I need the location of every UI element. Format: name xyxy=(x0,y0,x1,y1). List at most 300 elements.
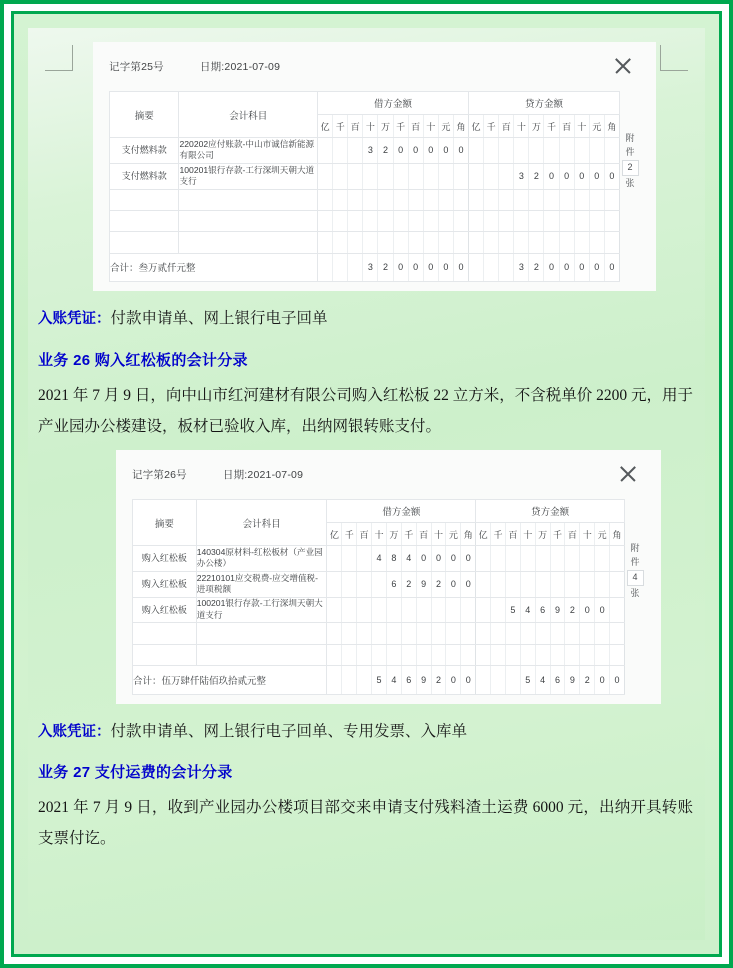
digit-place-debit-十: 十 xyxy=(423,115,438,138)
table-row-blank xyxy=(133,644,625,665)
cell-blank-digit xyxy=(565,623,580,644)
digit-place-credit-角: 角 xyxy=(610,523,625,546)
cell-credit-digit xyxy=(499,163,514,189)
cell-blank-digit xyxy=(363,210,378,231)
cell-total-credit-digit: 0 xyxy=(559,253,574,282)
digit-place-credit-角: 角 xyxy=(604,115,619,138)
digit-place-credit-万: 万 xyxy=(529,115,544,138)
cell-credit-digit xyxy=(476,597,491,623)
cell-debit-digit: 0 xyxy=(461,546,476,572)
cell-debit-digit: 4 xyxy=(401,546,416,572)
cell-blank-digit xyxy=(393,189,408,210)
cell-total-credit-digit: 5 xyxy=(520,665,535,694)
cell-summary xyxy=(110,210,179,231)
digit-place-debit-百: 百 xyxy=(416,523,431,546)
entry-voucher-line-1 xyxy=(28,307,705,331)
attachment-column xyxy=(620,91,640,273)
cell-total-debit-digit: 0 xyxy=(453,253,468,282)
cell-blank-digit xyxy=(514,232,529,253)
table-row-blank xyxy=(133,623,625,644)
cell-credit-digit: 0 xyxy=(580,597,595,623)
cell-blank-digit xyxy=(544,232,559,253)
cell-total-credit-digit: 0 xyxy=(574,253,589,282)
cell-credit-digit xyxy=(520,571,535,597)
cell-debit-digit xyxy=(333,138,348,164)
column-header-debit: 借方金额 xyxy=(327,500,476,523)
voucher-table xyxy=(132,499,625,695)
cell-credit-digit: 0 xyxy=(544,163,559,189)
cell-blank-digit xyxy=(476,623,491,644)
table-row xyxy=(110,163,620,189)
cell-debit-digit xyxy=(461,597,476,623)
cell-credit-digit xyxy=(535,546,550,572)
cell-debit-digit: 9 xyxy=(416,571,431,597)
cell-credit-digit xyxy=(574,138,589,164)
digit-place-debit-角: 角 xyxy=(461,523,476,546)
cell-blank-digit xyxy=(491,644,506,665)
cell-debit-digit: 0 xyxy=(416,546,431,572)
cell-blank-digit xyxy=(595,644,610,665)
entry-voucher-key: 入账凭证： xyxy=(38,723,111,740)
cell-total-debit-digit: 0 xyxy=(423,253,438,282)
voucher-table-body xyxy=(133,546,625,695)
voucher-table-head xyxy=(133,500,625,546)
voucher-header xyxy=(116,450,661,493)
cell-summary: 购入红松板 xyxy=(133,546,197,572)
cell-blank-digit xyxy=(423,232,438,253)
cell-blank-digit xyxy=(565,644,580,665)
cell-total-debit-digit: 0 xyxy=(408,253,423,282)
cell-blank-digit xyxy=(333,232,348,253)
cell-blank-digit xyxy=(408,189,423,210)
cell-blank-digit xyxy=(438,210,453,231)
cell-blank-digit xyxy=(544,189,559,210)
cell-blank-digit xyxy=(342,644,357,665)
cell-blank-digit xyxy=(423,189,438,210)
cell-total-credit-digit: 6 xyxy=(550,665,565,694)
cell-debit-digit: 2 xyxy=(401,571,416,597)
cell-credit-digit: 0 xyxy=(559,163,574,189)
cell-credit-digit xyxy=(505,571,520,597)
cell-credit-digit xyxy=(469,138,484,164)
cell-debit-digit: 0 xyxy=(423,138,438,164)
attachment-label-1: 附 xyxy=(630,543,640,554)
table-row-blank xyxy=(110,189,620,210)
cell-blank-digit xyxy=(348,189,363,210)
cell-blank-digit xyxy=(461,623,476,644)
cell-summary: 支付燃料款 xyxy=(110,163,179,189)
cell-debit-digit: 0 xyxy=(453,138,468,164)
cell-debit-digit xyxy=(333,163,348,189)
cell-debit-digit: 0 xyxy=(461,571,476,597)
cell-debit-digit xyxy=(342,571,357,597)
cell-total-debit-digit: 0 xyxy=(461,665,476,694)
entry-voucher-value: 付款申请单、网上银行电子回单 xyxy=(110,310,328,328)
cell-credit-digit xyxy=(595,546,610,572)
cell-blank-digit xyxy=(357,623,372,644)
cell-debit-digit xyxy=(342,546,357,572)
cell-debit-digit xyxy=(357,571,372,597)
cell-debit-digit: 0 xyxy=(446,546,461,572)
cell-debit-digit xyxy=(386,597,401,623)
cell-blank-digit xyxy=(431,623,446,644)
cell-blank-digit xyxy=(393,210,408,231)
cell-credit-digit xyxy=(544,138,559,164)
digit-place-credit-千: 千 xyxy=(491,523,506,546)
cell-debit-digit xyxy=(348,163,363,189)
cell-blank-digit xyxy=(514,189,529,210)
cell-blank-digit xyxy=(438,189,453,210)
cell-credit-digit xyxy=(535,571,550,597)
column-header-credit: 贷方金额 xyxy=(469,92,620,115)
cell-blank-digit xyxy=(408,232,423,253)
voucher-table-wrap xyxy=(93,85,656,291)
digit-place-credit-元: 元 xyxy=(589,115,604,138)
close-icon[interactable] xyxy=(612,55,634,77)
cell-total-debit-digit: 6 xyxy=(401,665,416,694)
cell-credit-digit: 0 xyxy=(589,163,604,189)
voucher-number: 记字第26号 xyxy=(132,468,187,481)
cell-credit-digit xyxy=(476,571,491,597)
cell-total-credit-digit: 0 xyxy=(544,253,559,282)
digit-place-credit-千: 千 xyxy=(484,115,499,138)
cell-blank-digit xyxy=(416,644,431,665)
cell-account: 140304原材料-红松板材（产业园办公楼） xyxy=(196,546,327,572)
cell-blank-digit xyxy=(363,189,378,210)
cell-blank-digit xyxy=(535,623,550,644)
cell-total-debit-digit: 0 xyxy=(446,665,461,694)
cell-blank-digit xyxy=(378,189,393,210)
cell-debit-digit xyxy=(327,546,342,572)
cell-account: 22210101应交税费-应交增值税-进项税额 xyxy=(196,571,327,597)
voucher-number: 记字第25号 xyxy=(109,60,164,73)
cell-blank-digit xyxy=(529,189,544,210)
cell-blank-digit xyxy=(595,623,610,644)
cell-credit-digit: 0 xyxy=(604,163,619,189)
cell-blank-digit xyxy=(604,232,619,253)
cell-blank-digit xyxy=(401,623,416,644)
cell-total-credit-digit xyxy=(491,665,506,694)
cell-blank-digit xyxy=(363,232,378,253)
section-paragraph-27: 2021 年 7 月 9 日，收到产业园办公楼项目部交来申请支付残料渣土运费 6000 元，出纳开具转账支票付讫。 xyxy=(38,799,693,848)
cell-blank-digit xyxy=(535,644,550,665)
cell-summary xyxy=(133,623,197,644)
cell-credit-digit xyxy=(505,546,520,572)
cell-total-debit-digit: 9 xyxy=(416,665,431,694)
cell-blank-digit xyxy=(453,210,468,231)
cell-credit-digit xyxy=(499,138,514,164)
entry-voucher-value: 付款申请单、网上银行电子回单、专用发票、入库单 xyxy=(110,722,468,740)
cell-debit-digit xyxy=(363,163,378,189)
cell-blank-digit xyxy=(574,189,589,210)
cell-blank-digit xyxy=(357,644,372,665)
cell-blank-digit xyxy=(499,232,514,253)
cell-total-label: 合计：伍万肆仟陆佰玖拾贰元整 xyxy=(133,665,327,694)
cell-credit-digit xyxy=(484,163,499,189)
cell-credit-digit: 9 xyxy=(550,597,565,623)
cell-debit-digit: 0 xyxy=(446,571,461,597)
cell-total-credit-digit: 9 xyxy=(565,665,580,694)
cell-debit-digit: 2 xyxy=(431,571,446,597)
cell-blank-digit xyxy=(499,189,514,210)
cell-blank-digit xyxy=(416,623,431,644)
cell-debit-digit: 2 xyxy=(378,138,393,164)
cell-blank-digit xyxy=(386,644,401,665)
cell-credit-digit xyxy=(469,163,484,189)
column-header-credit: 贷方金额 xyxy=(476,500,625,523)
cell-blank-digit xyxy=(469,210,484,231)
cell-blank-digit xyxy=(520,623,535,644)
cell-debit-digit: 0 xyxy=(438,138,453,164)
cell-total-credit-digit: 3 xyxy=(514,253,529,282)
voucher-card-25 xyxy=(93,42,656,291)
digit-place-credit-亿: 亿 xyxy=(476,523,491,546)
column-header-debit: 借方金额 xyxy=(318,92,469,115)
digit-place-credit-十: 十 xyxy=(514,115,529,138)
voucher-date: 日期:2021-07-09 xyxy=(199,60,281,73)
cell-debit-digit xyxy=(408,163,423,189)
cell-account xyxy=(179,189,318,210)
cell-debit-digit: 0 xyxy=(408,138,423,164)
digit-place-debit-十: 十 xyxy=(363,115,378,138)
cell-debit-digit xyxy=(348,138,363,164)
digit-place-credit-十: 十 xyxy=(520,523,535,546)
digit-place-credit-亿: 亿 xyxy=(469,115,484,138)
section-paragraph-26: 2021 年 7 月 9 日，向中山市红河建材有限公司购入红松板 22 立方米，不含税单价 2200 元，用于产业园办公楼建设，板材已验收入库，出纳网银转账支付。 xyxy=(38,387,693,436)
cell-debit-digit: 0 xyxy=(393,138,408,164)
cell-summary: 支付燃料款 xyxy=(110,138,179,164)
cell-blank-digit xyxy=(318,232,333,253)
cell-credit-digit: 2 xyxy=(565,597,580,623)
digit-place-credit-百: 百 xyxy=(559,115,574,138)
cell-debit-digit: 3 xyxy=(363,138,378,164)
cell-blank-digit xyxy=(386,623,401,644)
cell-blank-digit xyxy=(514,210,529,231)
digit-place-debit-百: 百 xyxy=(357,523,372,546)
voucher-table-body xyxy=(110,138,620,282)
cell-blank-digit xyxy=(499,210,514,231)
cell-blank-digit xyxy=(529,210,544,231)
attachment-label-3: 张 xyxy=(625,177,635,188)
column-header-summary: 摘要 xyxy=(110,92,179,138)
table-row xyxy=(133,571,625,597)
cell-credit-digit xyxy=(580,546,595,572)
digit-place-credit-百: 百 xyxy=(565,523,580,546)
cell-blank-digit xyxy=(372,623,387,644)
cell-credit-digit xyxy=(595,571,610,597)
cell-total-credit-digit: 0 xyxy=(595,665,610,694)
cell-blank-digit xyxy=(550,644,565,665)
cell-credit-digit xyxy=(610,597,625,623)
cell-debit-digit: 8 xyxy=(386,546,401,572)
cell-blank-digit xyxy=(559,232,574,253)
cell-account xyxy=(179,210,318,231)
cell-blank-digit xyxy=(610,644,625,665)
cell-blank-digit xyxy=(438,232,453,253)
cell-credit-digit xyxy=(610,571,625,597)
cell-credit-digit: 6 xyxy=(535,597,550,623)
cell-credit-digit xyxy=(565,571,580,597)
cell-blank-digit xyxy=(453,232,468,253)
cell-total-credit-digit xyxy=(505,665,520,694)
attachment-label-3: 张 xyxy=(630,587,640,598)
cell-total-debit-digit xyxy=(318,253,333,282)
cell-blank-digit xyxy=(484,232,499,253)
cell-debit-digit xyxy=(318,163,333,189)
cell-credit-digit xyxy=(589,138,604,164)
cell-credit-digit xyxy=(559,138,574,164)
cell-debit-digit xyxy=(342,597,357,623)
cell-blank-digit xyxy=(378,232,393,253)
cell-credit-digit: 3 xyxy=(514,163,529,189)
voucher-table xyxy=(109,91,620,282)
digit-place-credit-元: 元 xyxy=(595,523,610,546)
cell-blank-digit xyxy=(446,644,461,665)
cell-total-credit-digit xyxy=(469,253,484,282)
digit-place-credit-万: 万 xyxy=(535,523,550,546)
cell-total-debit-digit: 0 xyxy=(438,253,453,282)
cell-credit-digit xyxy=(550,571,565,597)
cell-debit-digit xyxy=(446,597,461,623)
cell-debit-digit xyxy=(357,597,372,623)
cell-total-credit-digit: 0 xyxy=(604,253,619,282)
column-header-summary: 摘要 xyxy=(133,500,197,546)
cell-blank-digit xyxy=(574,232,589,253)
digit-place-debit-元: 元 xyxy=(438,115,453,138)
cell-credit-digit: 5 xyxy=(505,597,520,623)
cell-debit-digit xyxy=(438,163,453,189)
table-header-row xyxy=(110,92,620,115)
cell-account: 100201银行存款-工行深圳天朝大道支行 xyxy=(179,163,318,189)
cell-debit-digit xyxy=(318,138,333,164)
cell-credit-digit xyxy=(491,546,506,572)
cell-blank-digit xyxy=(342,623,357,644)
cell-blank-digit xyxy=(469,189,484,210)
cell-blank-digit xyxy=(431,644,446,665)
cell-blank-digit xyxy=(348,210,363,231)
cell-blank-digit xyxy=(393,232,408,253)
cell-blank-digit xyxy=(333,189,348,210)
cell-blank-digit xyxy=(453,189,468,210)
cell-total-debit-digit: 5 xyxy=(372,665,387,694)
document-content xyxy=(28,28,705,940)
cell-blank-digit xyxy=(589,210,604,231)
digit-place-credit-十: 十 xyxy=(574,115,589,138)
cell-credit-digit: 4 xyxy=(520,597,535,623)
digit-place-debit-亿: 亿 xyxy=(327,523,342,546)
cell-total-credit-digit: 2 xyxy=(529,253,544,282)
attachment-column xyxy=(625,499,645,686)
cell-debit-digit xyxy=(327,597,342,623)
cell-total-debit-digit xyxy=(342,665,357,694)
cell-credit-digit xyxy=(491,597,506,623)
cell-total-credit-digit xyxy=(499,253,514,282)
cell-total-credit-digit: 0 xyxy=(610,665,625,694)
digit-place-debit-千: 千 xyxy=(333,115,348,138)
close-icon[interactable] xyxy=(617,463,639,485)
cell-blank-digit xyxy=(372,644,387,665)
cell-debit-digit xyxy=(378,163,393,189)
cell-blank-digit xyxy=(327,644,342,665)
cell-blank-digit xyxy=(604,210,619,231)
cell-total-credit-digit xyxy=(476,665,491,694)
digit-place-debit-千: 千 xyxy=(342,523,357,546)
digit-place-debit-千: 千 xyxy=(393,115,408,138)
table-total-row xyxy=(110,253,620,282)
voucher-card-26 xyxy=(116,450,661,704)
cell-credit-digit xyxy=(610,546,625,572)
attachment-count: 4 xyxy=(627,570,644,586)
page-canvas xyxy=(28,28,705,940)
cell-blank-digit xyxy=(484,189,499,210)
cell-blank-digit xyxy=(610,623,625,644)
cell-blank-digit xyxy=(580,623,595,644)
table-row xyxy=(110,138,620,164)
voucher-date: 日期:2021-07-09 xyxy=(222,468,304,481)
cell-total-credit-digit: 2 xyxy=(580,665,595,694)
column-header-account: 会计科目 xyxy=(196,500,327,546)
table-row xyxy=(133,546,625,572)
cell-blank-digit xyxy=(604,189,619,210)
cell-blank-digit xyxy=(446,623,461,644)
table-total-row xyxy=(133,665,625,694)
cell-total-debit-digit: 3 xyxy=(363,253,378,282)
table-row-blank xyxy=(110,210,620,231)
cell-summary xyxy=(110,232,179,253)
cell-blank-digit xyxy=(505,644,520,665)
cell-debit-digit xyxy=(453,163,468,189)
cell-debit-digit: 0 xyxy=(431,546,446,572)
cell-total-credit-digit: 4 xyxy=(535,665,550,694)
cell-blank-digit xyxy=(348,232,363,253)
voucher-table-head xyxy=(110,92,620,138)
page-frame-inner xyxy=(11,11,722,957)
attachment-count: 2 xyxy=(622,160,639,176)
section-heading-26: 业务 26 购入红松板的会计分录 xyxy=(38,352,248,370)
cell-account: 100201银行存款-工行深圳天朝大道支行 xyxy=(196,597,327,623)
cell-blank-digit xyxy=(574,210,589,231)
cell-credit-digit xyxy=(484,138,499,164)
cell-summary xyxy=(133,644,197,665)
cell-account xyxy=(196,623,327,644)
digit-place-debit-十: 十 xyxy=(431,523,446,546)
cell-total-label: 合计：叁万贰仟元整 xyxy=(110,253,318,282)
cell-credit-digit xyxy=(476,546,491,572)
cell-blank-digit xyxy=(529,232,544,253)
cell-debit-digit xyxy=(401,597,416,623)
cell-summary: 购入红松板 xyxy=(133,597,197,623)
cell-total-debit-digit xyxy=(357,665,372,694)
cell-total-debit-digit xyxy=(327,665,342,694)
cell-debit-digit xyxy=(393,163,408,189)
attachment-label-1: 附 xyxy=(625,133,635,144)
cell-blank-digit xyxy=(589,232,604,253)
cell-total-debit-digit: 4 xyxy=(386,665,401,694)
cell-blank-digit xyxy=(589,189,604,210)
cell-total-debit-digit xyxy=(348,253,363,282)
cell-total-debit-digit xyxy=(333,253,348,282)
cell-debit-digit xyxy=(327,571,342,597)
cell-blank-digit xyxy=(469,232,484,253)
cell-blank-digit xyxy=(401,644,416,665)
cell-blank-digit xyxy=(505,623,520,644)
cell-account: 220202应付账款-中山市诚信新能源有限公司 xyxy=(179,138,318,164)
voucher-header xyxy=(93,42,656,85)
cell-summary xyxy=(110,189,179,210)
digit-place-credit-十: 十 xyxy=(580,523,595,546)
cell-debit-digit xyxy=(431,597,446,623)
cell-debit-digit xyxy=(357,546,372,572)
